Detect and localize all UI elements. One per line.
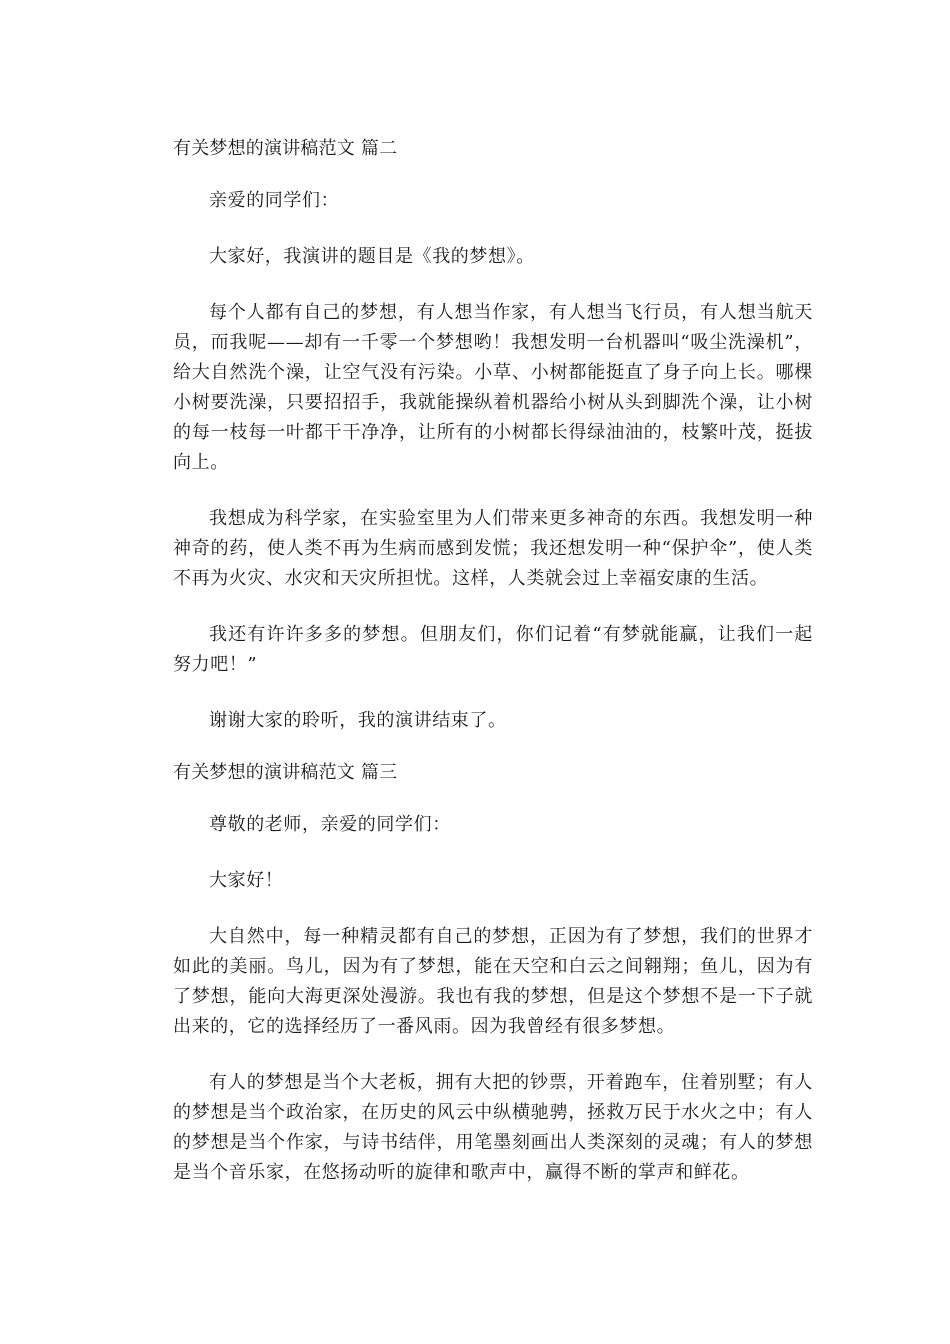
section-heading-2: 有关梦想的演讲稿范文 篇二 xyxy=(173,138,398,159)
paragraph-3-2: 有人的梦想是当个大老板，拥有大把的钞票，开着跑车，住着别墅；有人的梦想是当个政治家，在历史的风云中纵横驰骋，拯救万民于水火之中；有人的梦想是当个作家，与诗书结伴，用笔墨刻画出人类深刻的灵魂；有人的梦想是当个音乐家，在悠扬动听的旋律和歌声中，赢得不断的掌声和鲜花。 xyxy=(173,1072,813,1183)
paragraph-2-2: 我想成为科学家，在实验室里为人们带来更多神奇的东西。我想发明一种神奇的药，使人类不再为生病而感到发慌；我还想发明一种“保护伞”，使人类不再为火灾、水灾和天灾所担忧。这样，人类就会过上幸福安康的生活。 xyxy=(173,508,813,589)
greeting-3: 尊敬的老师，亲爱的同学们： xyxy=(209,814,451,835)
opening-2: 大家好，我演讲的题目是《我的梦想》。 xyxy=(209,246,535,267)
paragraph-3-1: 大自然中，每一种精灵都有自己的梦想，正因为有了梦想，我们的世界才如此的美丽。鸟儿，因为有了梦想，能在天空和白云之间翱翔；鱼儿，因为有了梦想，能向大海更深处漫游。我也有我的梦想，但是这个梦想不是一下子就出来的，它的选择经历了一番风雨。因为我曾经有很多梦想。 xyxy=(173,926,813,1037)
section-heading-3: 有关梦想的演讲稿范文 篇三 xyxy=(173,762,398,783)
paragraph-2-1: 每个人都有自己的梦想，有人想当作家，有人想当飞行员，有人想当航天员，而我呢——却有一千零一个梦想哟！我想发明一台机器叫“吸尘洗澡机”，给大自然洗个澡，让空气没有污染。小草、小树都能挺直了身子向上长。哪棵小树要洗澡，只要招招手，我就能操纵着机器给小树从头到脚洗个澡，让小树的每一枝每一叶都干干净净，让所有的小树都长得绿油油的，枝繁叶茂，挺拔向上。 xyxy=(173,302,813,473)
closing-2: 谢谢大家的聆听，我的演讲结束了。 xyxy=(209,710,507,731)
opening-3: 大家好！ xyxy=(209,870,284,891)
paragraph-2-3: 我还有许许多多的梦想。但朋友们，你们记着“有梦就能赢，让我们一起努力吧！” xyxy=(173,624,813,675)
document-body xyxy=(173,134,813,1188)
greeting-2: 亲爱的同学们： xyxy=(209,190,340,211)
